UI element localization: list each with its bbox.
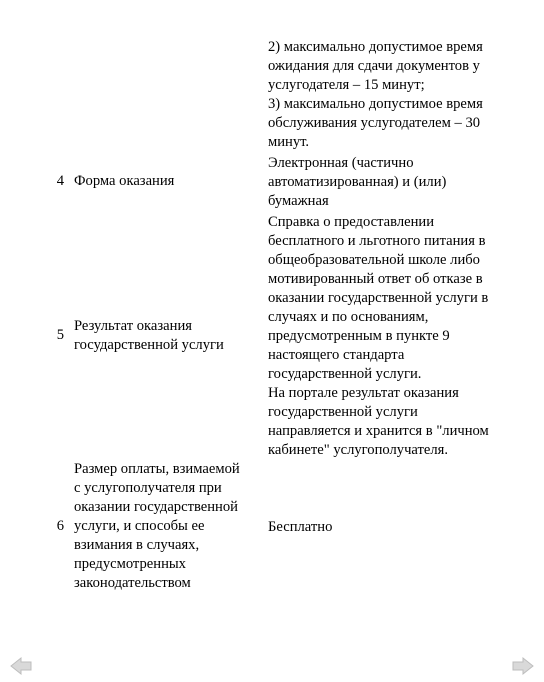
row-value-line: 2) максимально допустимое время xyxy=(268,39,483,55)
row-value-line: общеобразовательной школе либо xyxy=(268,252,480,268)
row-value-line: направляется и хранится в "личном xyxy=(268,423,489,439)
row-name-line: предусмотренных xyxy=(74,556,186,572)
row-value-line: мотивированный ответ об отказе в xyxy=(268,271,483,287)
row-value-line: обслуживания услугодателем – 30 xyxy=(268,115,481,131)
row-name-line: Размер оплаты, взимаемой xyxy=(74,461,240,477)
table-row xyxy=(36,211,530,460)
row-name-line: законодательством xyxy=(74,575,191,591)
row-value-line: настоящего стандарта xyxy=(268,347,405,363)
arrow-left-icon xyxy=(10,656,32,676)
table-body xyxy=(36,38,530,593)
row-value-line: автоматизированная) и (или) xyxy=(268,174,447,190)
row-value-line: 3) максимально допустимое время xyxy=(268,96,483,112)
row-name-line: оказании государственной xyxy=(74,499,238,515)
row-value-line: минут. xyxy=(268,134,310,150)
row-name-line: Форма оказания xyxy=(74,173,175,189)
row-name-cell xyxy=(70,211,264,460)
row-name-line: взимания в случаях, xyxy=(74,537,200,553)
row-value-line: государственной услуги. xyxy=(268,366,422,382)
row-name-cell xyxy=(70,152,264,211)
row-value-cell xyxy=(264,211,530,460)
row-name-line: с услугополучателя при xyxy=(74,480,222,496)
row-number: 5 xyxy=(56,327,64,343)
row-value-cell xyxy=(264,38,530,152)
row-value-line: Справка о предоставлении xyxy=(268,214,435,230)
row-value-line: Бесплатно xyxy=(268,519,333,535)
row-value-line: предусмотренным в пункте 9 xyxy=(268,328,450,344)
table-row xyxy=(36,38,530,152)
row-name-line: Результат оказания xyxy=(74,317,192,334)
row-value-cell xyxy=(264,460,530,593)
row-number: 4 xyxy=(56,173,64,189)
row-value-line: случаях и по основаниям, xyxy=(268,309,429,325)
row-name-cell xyxy=(70,460,264,593)
row-value-line: услугодателя – 15 минут; xyxy=(268,77,425,93)
row-number: 6 xyxy=(56,518,64,534)
row-value-line: бумажная xyxy=(268,193,329,209)
row-value-cell xyxy=(264,152,530,211)
row-value-line: ожидания для сдачи документов у xyxy=(268,58,480,74)
row-name-line: государственной услуги xyxy=(74,336,224,353)
row-value-line: Электронная (частично xyxy=(268,155,414,171)
row-value-line: государственной услуги xyxy=(268,404,418,420)
table-row xyxy=(36,460,530,593)
table-row xyxy=(36,152,530,211)
row-name-line: услуги, и способы ее xyxy=(74,518,205,534)
row-value-line: кабинете" услугополучателя. xyxy=(268,442,449,458)
row-value-line: На портале результат оказания xyxy=(268,385,459,401)
row-value-line: оказании государственной услуги в xyxy=(268,290,489,306)
next-page-button[interactable] xyxy=(512,656,534,676)
row-value-line: бесплатного и льготного питания в xyxy=(268,233,486,249)
service-standard-table xyxy=(36,38,530,593)
arrow-right-icon xyxy=(512,656,534,676)
row-name-cell xyxy=(70,38,264,152)
row-number xyxy=(36,38,70,152)
previous-page-button[interactable] xyxy=(10,656,32,676)
